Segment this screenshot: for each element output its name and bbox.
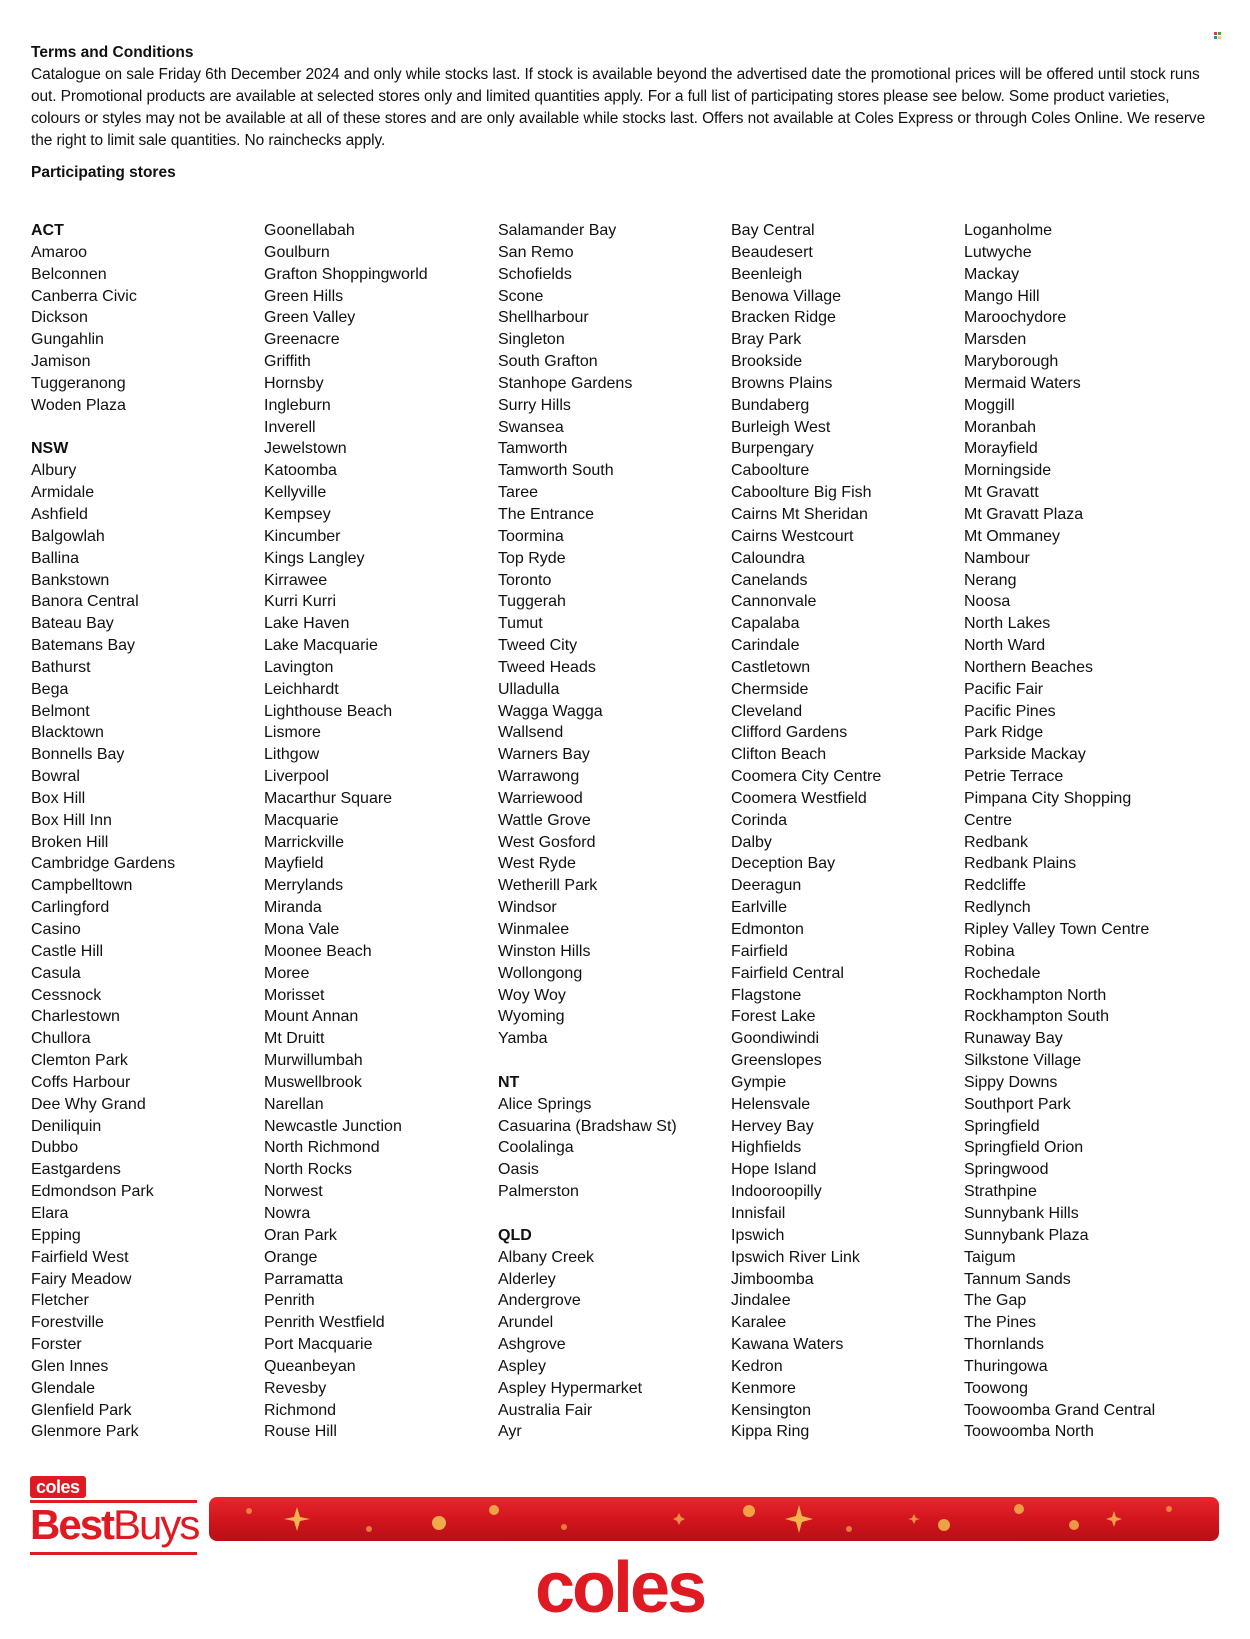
store-name: Schofields — [498, 265, 572, 283]
store-name: Mount Annan — [264, 1008, 359, 1026]
region-heading: QLD — [498, 1226, 532, 1244]
corner-mark-icon — [1214, 32, 1221, 39]
store-name: Mt Ommaney — [964, 527, 1061, 545]
store-name: Ashfield — [31, 505, 88, 523]
store-name: Rockhampton South — [964, 1008, 1109, 1026]
store-name: Coffs Harbour — [31, 1073, 131, 1091]
store-name: Burleigh West — [731, 418, 831, 436]
store-name: The Gap — [964, 1292, 1027, 1310]
store-name: Karalee — [731, 1314, 787, 1332]
store-name: Thornlands — [964, 1336, 1045, 1354]
store-name: Noosa — [964, 593, 1011, 611]
store-name: Narellan — [264, 1095, 324, 1113]
store-name: Cannonvale — [731, 593, 817, 611]
store-name: Lutwyche — [964, 243, 1032, 261]
store-name: Greenslopes — [731, 1052, 822, 1070]
store-name: West Ryde — [498, 855, 576, 873]
store-name: Chullora — [31, 1030, 91, 1048]
store-name: Redbank Plains — [964, 855, 1077, 873]
store-name: Campbelltown — [31, 877, 133, 895]
store-name: Petrie Terrace — [964, 768, 1064, 786]
store-name: Kenmore — [731, 1379, 796, 1397]
store-name: Alice Springs — [498, 1095, 592, 1113]
store-name: Warrawong — [498, 768, 580, 786]
store-name: Tuggerah — [498, 593, 566, 611]
terms-body: Catalogue on sale Friday 6th December 2024 and only while stocks last. If stock is available beyond the advertised date the promotional prices will be offered until stock runs out. Promotional products are available at selected stores only and limited quantities apply. For a full list of participating stores please see below. Some product varieties, colours or styles may not be available at all of these stores and are only available while stocks last. Offers not available at Coles Express or through Coles Online. We reserve the right to limit sale quantities. No rainchecks apply. — [31, 66, 1206, 149]
store-name: Highfields — [731, 1139, 802, 1157]
store-name: Bowral — [31, 768, 80, 786]
store-name: Beenleigh — [731, 265, 803, 283]
store-name: Dickson — [31, 309, 88, 327]
store-name: Glenfield Park — [31, 1401, 132, 1419]
store-column-1 — [31, 220, 266, 1443]
store-name: South Grafton — [498, 353, 598, 371]
store-name: Thuringowa — [964, 1357, 1048, 1375]
store-name: Caboolture Big Fish — [731, 484, 872, 502]
store-name: Shellharbour — [498, 309, 589, 327]
store-name: Nowra — [264, 1204, 311, 1222]
store-name: Orange — [264, 1248, 318, 1266]
store-name: Edmonton — [731, 921, 804, 938]
store-name: Pacific Pines — [964, 702, 1056, 720]
store-name: Moonee Beach — [264, 942, 372, 960]
store-name: Brookside — [731, 353, 803, 371]
store-name: Strathpine — [964, 1183, 1037, 1201]
store-name: Cairns Westcourt — [731, 527, 854, 545]
store-name: Broken Hill — [31, 833, 109, 851]
store-name: Kempsey — [264, 505, 331, 523]
store-name: Forestville — [31, 1314, 104, 1332]
store-name: Fletcher — [31, 1292, 89, 1310]
store-name: Wattle Grove — [498, 811, 591, 829]
store-name: Fairy Meadow — [31, 1270, 132, 1288]
store-name: Hervey Bay — [731, 1117, 814, 1135]
store-name: Muswellbrook — [264, 1073, 362, 1091]
store-name: Rockhampton North — [964, 986, 1107, 1004]
store-name: Bathurst — [31, 658, 91, 676]
store-name: Ashgrove — [498, 1336, 566, 1354]
store-name: Park Ridge — [964, 724, 1044, 742]
store-name: Casuarina (Bradshaw St) — [498, 1117, 677, 1135]
store-name: Penrith Westfield — [264, 1314, 385, 1332]
store-name: Toormina — [498, 527, 564, 545]
store-name: Tuggeranong — [31, 374, 126, 392]
store-name: Caloundra — [731, 549, 805, 567]
store-name: Kellyville — [264, 484, 327, 502]
store-name: Taigum — [964, 1248, 1016, 1266]
store-name: Balgowlah — [31, 527, 105, 545]
store-name: Coomera City Centre — [731, 768, 882, 786]
store-name: Springfield Orion — [964, 1139, 1084, 1157]
bestbuys-logo-wordmark: BestBuys — [30, 1501, 199, 1548]
store-name: Port Macquarie — [264, 1336, 373, 1354]
store-name: Arundel — [498, 1314, 554, 1332]
store-name: Ipswich — [731, 1226, 785, 1244]
store-name: Charlestown — [31, 1008, 120, 1026]
store-name: West Gosford — [498, 833, 596, 851]
store-name: Southport Park — [964, 1095, 1071, 1113]
store-name: Mackay — [964, 265, 1020, 283]
store-name: Tannum Sands — [964, 1270, 1071, 1288]
store-name: Goulburn — [264, 243, 330, 261]
store-name: Katoomba — [264, 462, 337, 480]
store-name: Toowoomba Grand Central — [964, 1401, 1156, 1419]
store-name: Sunnybank Plaza — [964, 1226, 1089, 1244]
store-name: Toowong — [964, 1379, 1029, 1397]
store-name: Banora Central — [31, 593, 139, 611]
store-name: Edmondson Park — [31, 1183, 154, 1201]
store-name: Kippa Ring — [731, 1423, 810, 1441]
store-name: Greenacre — [264, 331, 340, 349]
spacer — [31, 417, 266, 439]
store-name: Glendale — [31, 1379, 96, 1397]
store-name: Loganholme — [964, 222, 1053, 239]
store-name: Belconnen — [31, 265, 107, 283]
store-name: Albany Creek — [498, 1248, 595, 1266]
store-name: Glenmore Park — [31, 1423, 139, 1441]
store-name: Bay Central — [731, 222, 815, 239]
store-name: Tweed City — [498, 637, 578, 655]
store-name: Fairfield — [731, 942, 788, 960]
store-name: Mt Gravatt — [964, 484, 1039, 502]
store-name: Norwest — [264, 1183, 323, 1201]
store-name: Deception Bay — [731, 855, 836, 873]
festive-banner — [209, 1497, 1219, 1541]
store-name: Moggill — [964, 396, 1015, 414]
store-name: Hope Island — [731, 1161, 817, 1179]
store-name: Leichhardt — [264, 680, 339, 698]
store-name: Robina — [964, 942, 1015, 960]
store-name: Mt Gravatt Plaza — [964, 505, 1084, 523]
store-name: Parramatta — [264, 1270, 344, 1288]
store-name: Dee Why Grand — [31, 1095, 146, 1113]
participating-stores-title: Participating stores — [31, 164, 176, 181]
store-column-4 — [731, 220, 966, 1443]
store-name: Mango Hill — [964, 287, 1040, 305]
store-name: Parkside Mackay — [964, 746, 1086, 764]
store-name: Ripley Valley Town Centre — [964, 921, 1150, 938]
store-name: Macquarie — [264, 811, 339, 829]
store-name: The Entrance — [498, 505, 595, 523]
store-name: Warners Bay — [498, 746, 590, 764]
store-name: Toronto — [498, 571, 552, 589]
store-name: Top Ryde — [498, 549, 566, 567]
store-name: Richmond — [264, 1401, 337, 1419]
bestbuys-logo-tag: coles — [30, 1476, 86, 1498]
store-name: Northern Beaches — [964, 658, 1093, 676]
store-name: Benowa Village — [731, 287, 842, 305]
store-name: Wetherill Park — [498, 877, 598, 895]
store-name: Andergrove — [498, 1292, 581, 1310]
store-name: Mermaid Waters — [964, 374, 1081, 392]
store-name: Bonnells Bay — [31, 746, 125, 764]
store-name: Earlville — [731, 899, 788, 917]
store-column-3 — [498, 220, 733, 1443]
store-name: North Lakes — [964, 615, 1051, 633]
store-name: Gungahlin — [31, 331, 104, 349]
store-name: Indooroopilly — [731, 1183, 822, 1201]
store-name: Box Hill Inn — [31, 811, 112, 829]
store-name: Miranda — [264, 899, 322, 917]
store-name: Penrith — [264, 1292, 315, 1310]
store-name: Maroochydore — [964, 309, 1067, 327]
store-name: The Pines — [964, 1314, 1037, 1332]
store-name: Flagstone — [731, 986, 802, 1004]
store-name: Bega — [31, 680, 69, 698]
store-name: Tamworth South — [498, 462, 614, 480]
store-name: Macarthur Square — [264, 789, 393, 807]
store-name: Jimboomba — [731, 1270, 814, 1288]
store-name: Bray Park — [731, 331, 802, 349]
store-name: Ayr — [498, 1423, 522, 1441]
store-name: Oasis — [498, 1161, 539, 1179]
store-name: Corinda — [731, 811, 788, 829]
store-name: Casino — [31, 921, 81, 938]
store-name: Deniliquin — [31, 1117, 102, 1135]
store-name: Wagga Wagga — [498, 702, 603, 720]
store-name: Ingleburn — [264, 396, 331, 414]
store-name: Lake Macquarie — [264, 637, 378, 655]
store-name: Clifford Gardens — [731, 724, 848, 742]
store-name: Palmerston — [498, 1183, 579, 1201]
store-name: Nerang — [964, 571, 1017, 589]
store-name: Bracken Ridge — [731, 309, 836, 327]
store-name: Newcastle Junction — [264, 1117, 402, 1135]
store-name: Forster — [31, 1336, 82, 1354]
store-name: North Rocks — [264, 1161, 353, 1179]
store-name: Coomera Westfield — [731, 789, 867, 807]
store-name: Aspley Hypermarket — [498, 1379, 643, 1397]
store-name: Winmalee — [498, 921, 570, 938]
store-name: Woden Plaza — [31, 396, 126, 414]
store-name: Salamander Bay — [498, 222, 617, 239]
store-name: Winston Hills — [498, 942, 591, 960]
store-name: Morisset — [264, 986, 325, 1004]
store-name: Fairfield West — [31, 1248, 129, 1266]
store-name: Warriewood — [498, 789, 583, 807]
store-name: Redlynch — [964, 899, 1031, 917]
region-heading: NSW — [31, 440, 69, 458]
spacer — [498, 1050, 733, 1072]
store-name: Kirrawee — [264, 571, 328, 589]
store-column-2 — [264, 220, 499, 1443]
store-name: Sunnybank Hills — [964, 1204, 1079, 1222]
store-name: Taree — [498, 484, 539, 502]
region-heading: ACT — [31, 222, 64, 239]
store-name: Woy Woy — [498, 986, 566, 1004]
store-name: Grafton Shoppingworld — [264, 265, 428, 283]
store-name: Forest Lake — [731, 1008, 816, 1026]
store-name: Helensvale — [731, 1095, 811, 1113]
store-name: Toowoomba North — [964, 1423, 1094, 1441]
store-name: Browns Plains — [731, 374, 833, 392]
terms-title: Terms and Conditions — [31, 44, 194, 61]
store-name: San Remo — [498, 243, 574, 261]
store-name: Mt Druitt — [264, 1030, 325, 1048]
store-name: Carindale — [731, 637, 800, 655]
store-name: Tumut — [498, 615, 543, 633]
store-name: Ballina — [31, 549, 80, 567]
bestbuys-logo-underline — [30, 1552, 197, 1555]
store-name: Green Valley — [264, 309, 356, 327]
store-name: Canelands — [731, 571, 808, 589]
store-name: Castle Hill — [31, 942, 104, 960]
store-name: Clemton Park — [31, 1052, 128, 1070]
spacer — [498, 1203, 733, 1225]
store-name: Inverell — [264, 418, 316, 436]
store-name: Dalby — [731, 833, 772, 851]
store-name: Rouse Hill — [264, 1423, 337, 1441]
store-name: Marsden — [964, 331, 1027, 349]
store-name: Cambridge Gardens — [31, 855, 176, 873]
store-name: Caboolture — [731, 462, 810, 480]
store-name: Moranbah — [964, 418, 1037, 436]
store-name: Kurri Kurri — [264, 593, 337, 611]
store-name: Mona Vale — [264, 921, 340, 938]
store-name: Box Hill — [31, 789, 86, 807]
store-name: Coolalinga — [498, 1139, 574, 1157]
store-name: Bateau Bay — [31, 615, 114, 633]
store-name: Kensington — [731, 1401, 812, 1419]
store-name: Jamison — [31, 353, 91, 371]
store-name: Aspley — [498, 1357, 547, 1375]
store-name: Liverpool — [264, 768, 329, 786]
store-name: Swansea — [498, 418, 564, 436]
store-name: Silkstone Village — [964, 1052, 1082, 1070]
store-name: Redcliffe — [964, 877, 1026, 895]
store-column-5 — [964, 220, 1199, 1443]
store-name: Singleton — [498, 331, 565, 349]
store-name: Belmont — [31, 702, 90, 720]
store-name: Kedron — [731, 1357, 783, 1375]
store-name: Springfield — [964, 1117, 1040, 1135]
store-name: Lake Haven — [264, 615, 350, 633]
bestbuys-logo — [30, 1476, 200, 1556]
store-name: Deeragun — [731, 877, 802, 895]
store-name: Centre — [964, 811, 1013, 829]
store-name: North Ward — [964, 637, 1046, 655]
sparkle-decorations-icon — [209, 1497, 1219, 1541]
store-name: Batemans Bay — [31, 637, 136, 655]
store-name: Gympie — [731, 1073, 787, 1091]
store-name: Lavington — [264, 658, 334, 676]
store-name: Tamworth — [498, 440, 568, 458]
store-name: Glen Innes — [31, 1357, 109, 1375]
terms-section — [31, 42, 1221, 152]
store-name: Kincumber — [264, 527, 341, 545]
store-name: Jewelstown — [264, 440, 347, 458]
store-name: Cleveland — [731, 702, 803, 720]
store-name: Castletown — [731, 658, 811, 676]
store-name: Carlingford — [31, 899, 110, 917]
store-name: Yamba — [498, 1030, 548, 1048]
store-name: Maryborough — [964, 353, 1059, 371]
store-name: Wallsend — [498, 724, 564, 742]
store-name: Oran Park — [264, 1226, 337, 1244]
store-name: Chermside — [731, 680, 809, 698]
store-name: Alderley — [498, 1270, 556, 1288]
store-name: Merrylands — [264, 877, 344, 895]
store-name: Moree — [264, 964, 310, 982]
store-name: Amaroo — [31, 243, 88, 261]
store-name: Elara — [31, 1204, 69, 1222]
store-name: Wollongong — [498, 964, 583, 982]
store-name: Tweed Heads — [498, 658, 596, 676]
store-name: Nambour — [964, 549, 1030, 567]
store-name: Canberra Civic — [31, 287, 137, 305]
store-name: Australia Fair — [498, 1401, 593, 1419]
store-name: Lithgow — [264, 746, 320, 764]
store-name: Eastgardens — [31, 1161, 121, 1179]
store-name: Capalaba — [731, 615, 800, 633]
store-name: Cairns Mt Sheridan — [731, 505, 868, 523]
store-name: Sippy Downs — [964, 1073, 1058, 1091]
region-heading: NT — [498, 1073, 520, 1091]
store-name: Ipswich River Link — [731, 1248, 860, 1266]
store-name: Armidale — [31, 484, 95, 502]
store-name: Morayfield — [964, 440, 1038, 458]
store-name: Pimpana City Shopping — [964, 789, 1132, 807]
store-name: Stanhope Gardens — [498, 374, 633, 392]
store-name: Burpengary — [731, 440, 814, 458]
store-name: Beaudesert — [731, 243, 813, 261]
store-name: Morningside — [964, 462, 1052, 480]
store-name: Runaway Bay — [964, 1030, 1063, 1048]
store-name: Wyoming — [498, 1008, 565, 1026]
store-name: Goonellabah — [264, 222, 355, 239]
store-name: Surry Hills — [498, 396, 571, 414]
store-name: Fairfield Central — [731, 964, 844, 982]
store-name: Redbank — [964, 833, 1029, 851]
store-name: Ulladulla — [498, 680, 560, 698]
store-name: Queanbeyan — [264, 1357, 356, 1375]
store-name: Griffith — [264, 353, 311, 371]
store-name: Goondiwindi — [731, 1030, 820, 1048]
store-name: Cessnock — [31, 986, 102, 1004]
store-name: North Richmond — [264, 1139, 380, 1157]
store-name: Hornsby — [264, 374, 324, 392]
store-name: Epping — [31, 1226, 81, 1244]
store-name: Windsor — [498, 899, 557, 917]
store-name: Mayfield — [264, 855, 324, 873]
store-name: Marrickville — [264, 833, 344, 851]
store-name: Dubbo — [31, 1139, 79, 1157]
store-name: Jindalee — [731, 1292, 791, 1310]
store-name: Rochedale — [964, 964, 1041, 982]
store-name: Lismore — [264, 724, 321, 742]
store-name: Blacktown — [31, 724, 104, 742]
store-name: Green Hills — [264, 287, 344, 305]
store-name: Casula — [31, 964, 81, 982]
store-name: Scone — [498, 287, 544, 305]
store-name: Pacific Fair — [964, 680, 1044, 698]
store-name: Innisfail — [731, 1204, 786, 1222]
store-name: Albury — [31, 462, 77, 480]
store-name: Kawana Waters — [731, 1336, 844, 1354]
store-name: Kings Langley — [264, 549, 365, 567]
coles-logo: coles — [535, 1548, 705, 1628]
store-name: Bundaberg — [731, 396, 810, 414]
store-name: Clifton Beach — [731, 746, 827, 764]
store-name: Murwillumbah — [264, 1052, 363, 1070]
store-name: Revesby — [264, 1379, 327, 1397]
store-name: Springwood — [964, 1161, 1049, 1179]
store-name: Lighthouse Beach — [264, 702, 393, 720]
store-name: Bankstown — [31, 571, 110, 589]
